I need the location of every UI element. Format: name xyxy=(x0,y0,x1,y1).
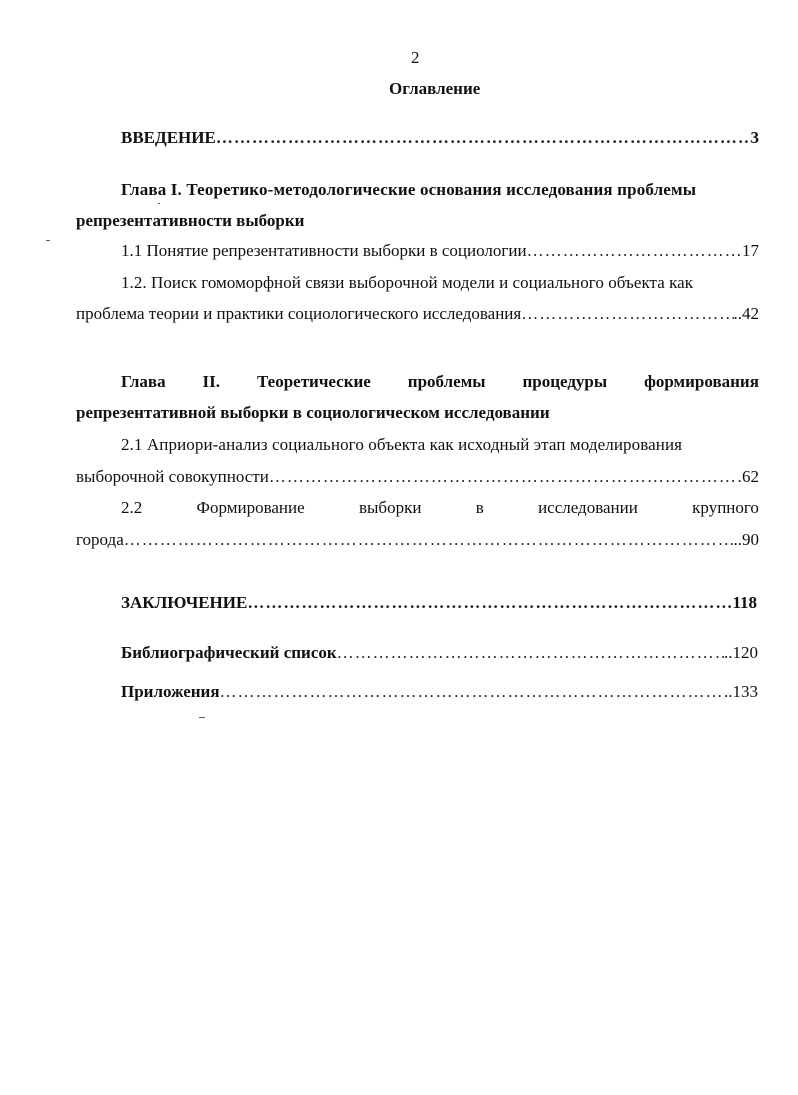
toc-entry-intro[interactable] xyxy=(121,127,759,149)
toc-entry-2-2[interactable] xyxy=(76,529,759,551)
entry-word: выборки xyxy=(358,498,422,517)
scan-speck xyxy=(158,203,160,204)
toc-leader-dots xyxy=(124,529,734,551)
toc-entry-label: ЗАКЛЮЧЕНИЕ xyxy=(121,593,248,612)
entry-word: Формирование xyxy=(196,498,305,517)
toc-entry-page: ..90 xyxy=(733,530,759,549)
scan-speck xyxy=(46,240,50,241)
page-title: Оглавление xyxy=(389,79,481,98)
toc-entry-2-2-line1 xyxy=(121,497,759,519)
chapter2-heading-line1 xyxy=(121,371,759,393)
toc-leader-dots xyxy=(337,642,724,664)
toc-entry-page: ..133 xyxy=(724,682,758,701)
toc-entry-page: 118 xyxy=(732,593,757,612)
chapter1-heading-line1: Глава I. Теоретико-методологические основания исследования проблемы xyxy=(121,180,697,199)
toc-entry-label: выборочной совокупности xyxy=(76,467,269,486)
toc-leader-dots xyxy=(220,681,724,703)
toc-entry-page: 62 xyxy=(742,467,759,486)
chapter1-heading-line2: репрезентативности выборки xyxy=(76,211,305,230)
heading-word: Теоретические xyxy=(256,372,371,391)
toc-entry-1-2-line1: 1.2. Поиск гомоморфной связи выборочной модели и социального объекта как xyxy=(121,273,694,292)
heading-word: II. xyxy=(202,372,221,391)
toc-leader-dots xyxy=(269,466,742,488)
toc-entry-page: 3 xyxy=(750,128,759,147)
heading-word: процедуры xyxy=(522,372,608,391)
heading-word: Глава xyxy=(121,372,166,391)
toc-entry-appendices[interactable] xyxy=(121,681,758,703)
chapter2-heading-line2: репрезентативной выборки в социологическом исследовании xyxy=(76,403,550,422)
toc-entry-2-1-line1: 2.1 Априори-анализ социального объекта как исходный этап моделирования xyxy=(121,435,683,454)
scan-speck xyxy=(199,717,205,718)
toc-entry-page: ..42 xyxy=(733,304,759,323)
toc-entry-label: города xyxy=(76,530,124,549)
toc-entry-page: 17 xyxy=(742,241,759,260)
toc-entry-conclusion[interactable] xyxy=(121,592,757,614)
entry-word: исследовании xyxy=(538,498,638,517)
entry-word: 2.2 xyxy=(121,498,143,517)
toc-entry-1-2[interactable] xyxy=(76,303,759,325)
toc-entry-label: Библиографический список xyxy=(121,643,337,662)
toc-entry-label: 1.1 Понятие репрезентативности выборки в социологии xyxy=(121,241,527,260)
entry-word: крупного xyxy=(692,498,759,517)
heading-word: формирования xyxy=(644,372,759,391)
toc-entry-label: ВВЕДЕНИЕ xyxy=(121,128,216,147)
page-number: 2 xyxy=(411,48,420,67)
toc-leader-dots xyxy=(247,592,732,614)
heading-word: проблемы xyxy=(407,372,486,391)
toc-leader-dots xyxy=(521,303,733,325)
toc-entry-page: ..120 xyxy=(724,643,758,662)
toc-entry-bibliography[interactable] xyxy=(121,642,758,664)
toc-leader-dots xyxy=(527,240,742,262)
toc-entry-1-1[interactable] xyxy=(121,240,759,262)
toc-entry-label: проблема теории и практики социологического исследования xyxy=(76,304,522,323)
toc-leader-dots xyxy=(216,127,751,149)
entry-word: в xyxy=(475,498,484,517)
toc-entry-2-1[interactable] xyxy=(76,466,759,488)
toc-entry-label: Приложения xyxy=(121,682,220,701)
